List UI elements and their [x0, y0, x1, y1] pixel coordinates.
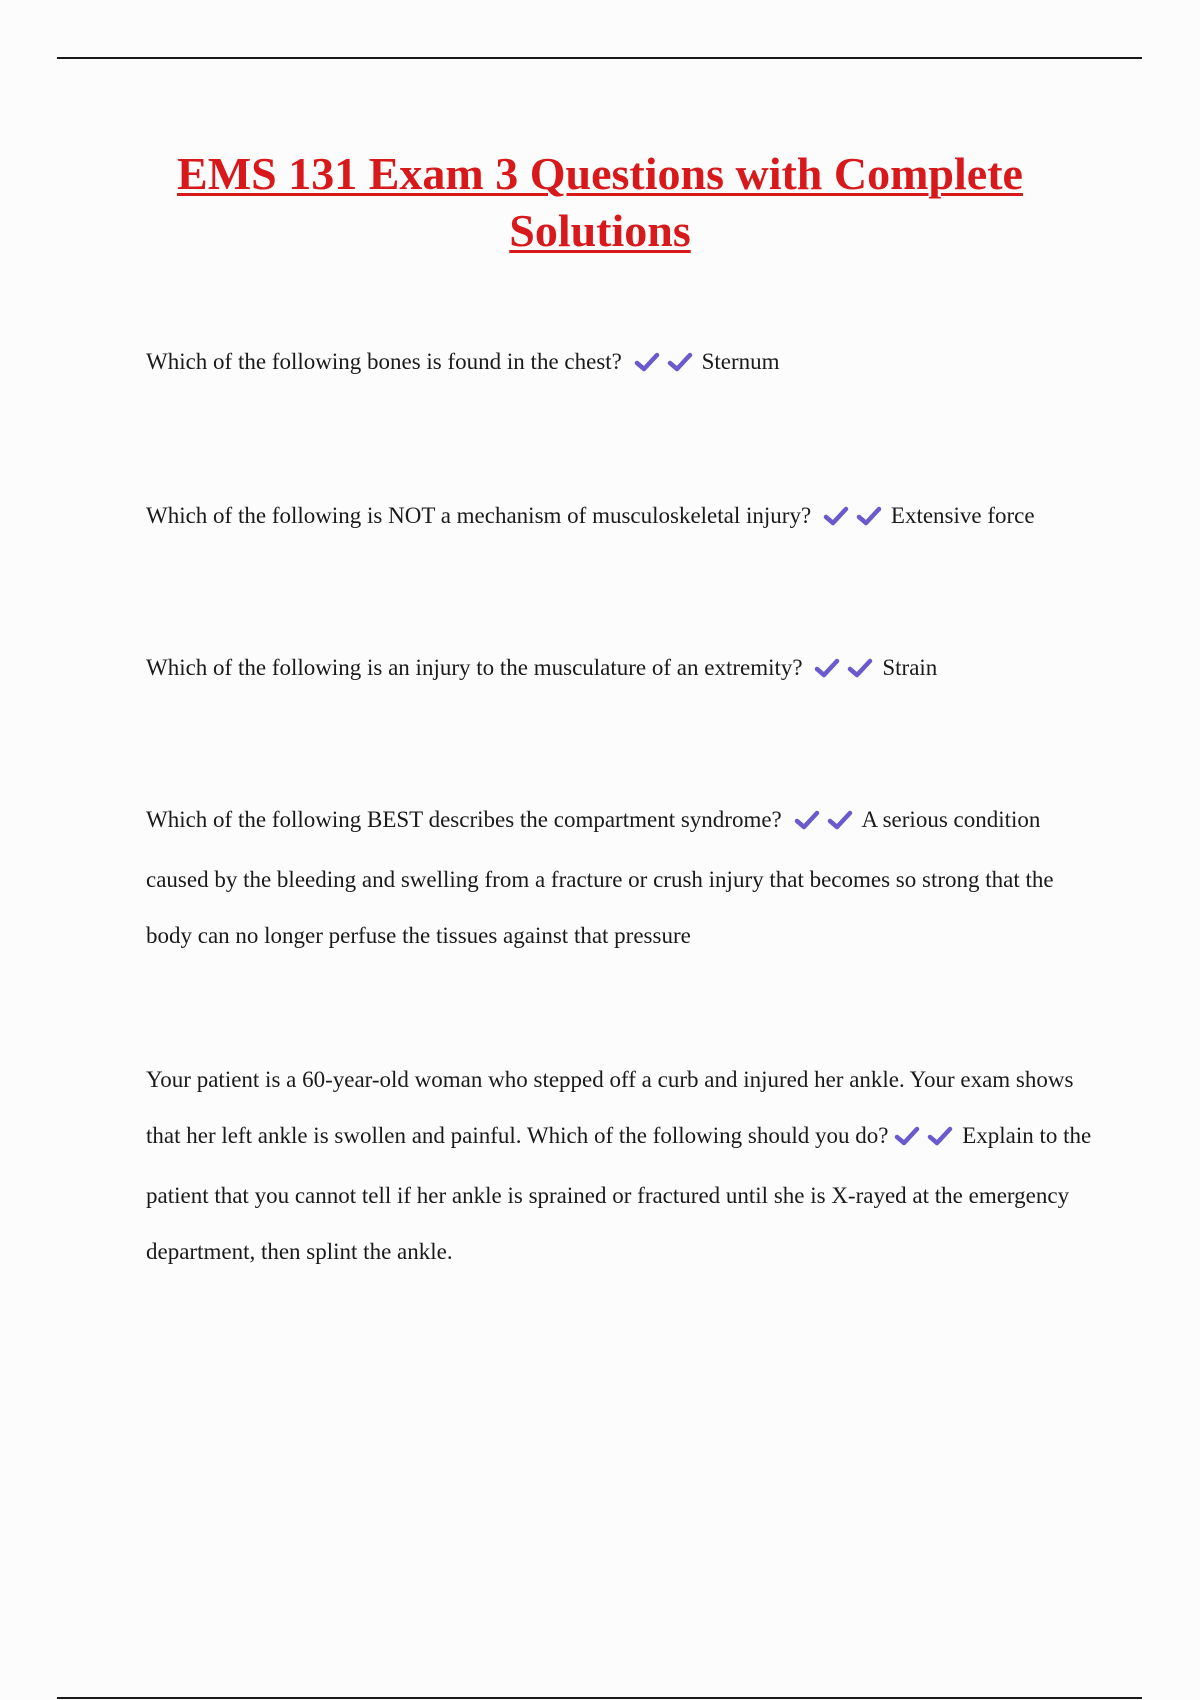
checkmark-icon — [827, 809, 853, 831]
bottom-rule — [57, 1697, 1142, 1699]
checkmark-icon — [894, 1125, 920, 1147]
checkmark-icon — [927, 1125, 953, 1147]
answer-marker — [894, 1112, 960, 1168]
answer-marker — [634, 338, 700, 394]
answer-text: Explain to the patient that you cannot tell if her ankle is sprained or fractured until she is X-rayed at the emergency department, then splint the ankle. — [146, 1123, 1092, 1264]
qa-item-2 — [146, 488, 1092, 548]
answer-marker — [794, 796, 860, 852]
question-text: Which of the following is NOT a mechanism of musculoskeletal injury? — [146, 503, 812, 528]
qa-item-1 — [146, 334, 1092, 394]
answer-marker — [814, 644, 880, 700]
document-title — [100, 145, 1100, 259]
checkmark-icon — [634, 351, 660, 373]
answer-text: Strain — [882, 655, 938, 680]
checkmark-icon — [814, 657, 840, 679]
qa-item-5 — [146, 1052, 1092, 1280]
top-rule — [57, 57, 1142, 59]
question-text: Your patient is a 60-year-old woman who stepped off a curb and injured her ankle. Your exam shows that her left ankle is swollen and painful. Which of the following should you do? — [146, 1067, 1074, 1148]
question-text: Which of the following is an injury to the musculature of an extremity? — [146, 655, 803, 680]
qa-item-3 — [146, 640, 1092, 700]
title-line-1: EMS 131 Exam 3 Questions with Complete — [177, 148, 1023, 199]
checkmark-icon — [847, 657, 873, 679]
answer-marker — [823, 492, 889, 548]
checkmark-icon — [667, 351, 693, 373]
checkmark-icon — [823, 505, 849, 527]
checkmark-icon — [856, 505, 882, 527]
answer-text: A serious condition caused by the bleeding and swelling from a fracture or crush injury that becomes so strong that the body can no longer perfuse the tissues against that pressure — [146, 807, 1054, 948]
checkmark-icon — [794, 809, 820, 831]
title-line-2: Solutions — [509, 205, 691, 256]
answer-text: Sternum — [701, 349, 780, 374]
question-text: Which of the following BEST describes the compartment syndrome? — [146, 807, 782, 832]
question-text: Which of the following bones is found in the chest? — [146, 349, 622, 374]
answer-text: Extensive force — [890, 503, 1035, 528]
qa-item-4 — [146, 792, 1092, 964]
